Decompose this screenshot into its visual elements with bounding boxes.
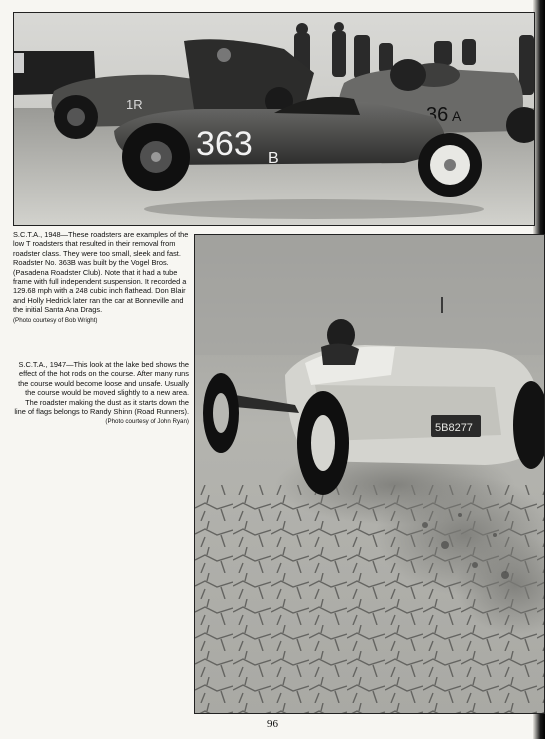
photo-roadsters-1948 xyxy=(13,12,535,226)
caption-lake-bed-1947 xyxy=(13,360,189,427)
car-class-a: A xyxy=(452,108,462,124)
caption-roadsters-1948 xyxy=(13,230,189,325)
caption-top-credit: (Photo courtesy of Bob Wright) xyxy=(13,316,98,324)
photo-roadsters-image xyxy=(14,13,534,225)
car-class-b: B xyxy=(268,150,279,167)
caption-bottom-text: S.C.T.A., 1947—This look at the lake bed shows the effect of the hot rods on the course. After many runs the course would become loose and unsafe. Usually the course would be moved slightly to a new area. The roadster making the dust as it starts down the line of flags belongs to Randy Shinn (Road Runners). xyxy=(14,360,189,417)
page-number: 96 xyxy=(267,718,278,730)
license-plate: 5B8277 xyxy=(435,422,473,434)
photo-lake-bed-1947 xyxy=(194,234,545,714)
caption-bottom-credit: (Photo courtesy of John Ryan) xyxy=(105,418,189,426)
photo-lake-bed-image xyxy=(195,235,544,713)
car-number-363: 363 xyxy=(196,125,253,163)
car-number-1r: 1R xyxy=(126,97,143,112)
car-number-36: 36 xyxy=(426,104,449,126)
caption-top-text: S.C.T.A., 1948—These roadsters are examples of the low T roadsters that resulted in their removal from roadster class. They were too small, sleek and fast. Roadster No. 363B was built by the Vogel Bros. (Pasadena Roadster Club). Note that it had a tube frame with full independent suspension. It recorded a 129.68 mph with a 248 cubic inch flathead. Don Blair and Holly Hedrick later ran the car at Bonneville and the initial Santa Ana Drags. xyxy=(13,230,189,315)
